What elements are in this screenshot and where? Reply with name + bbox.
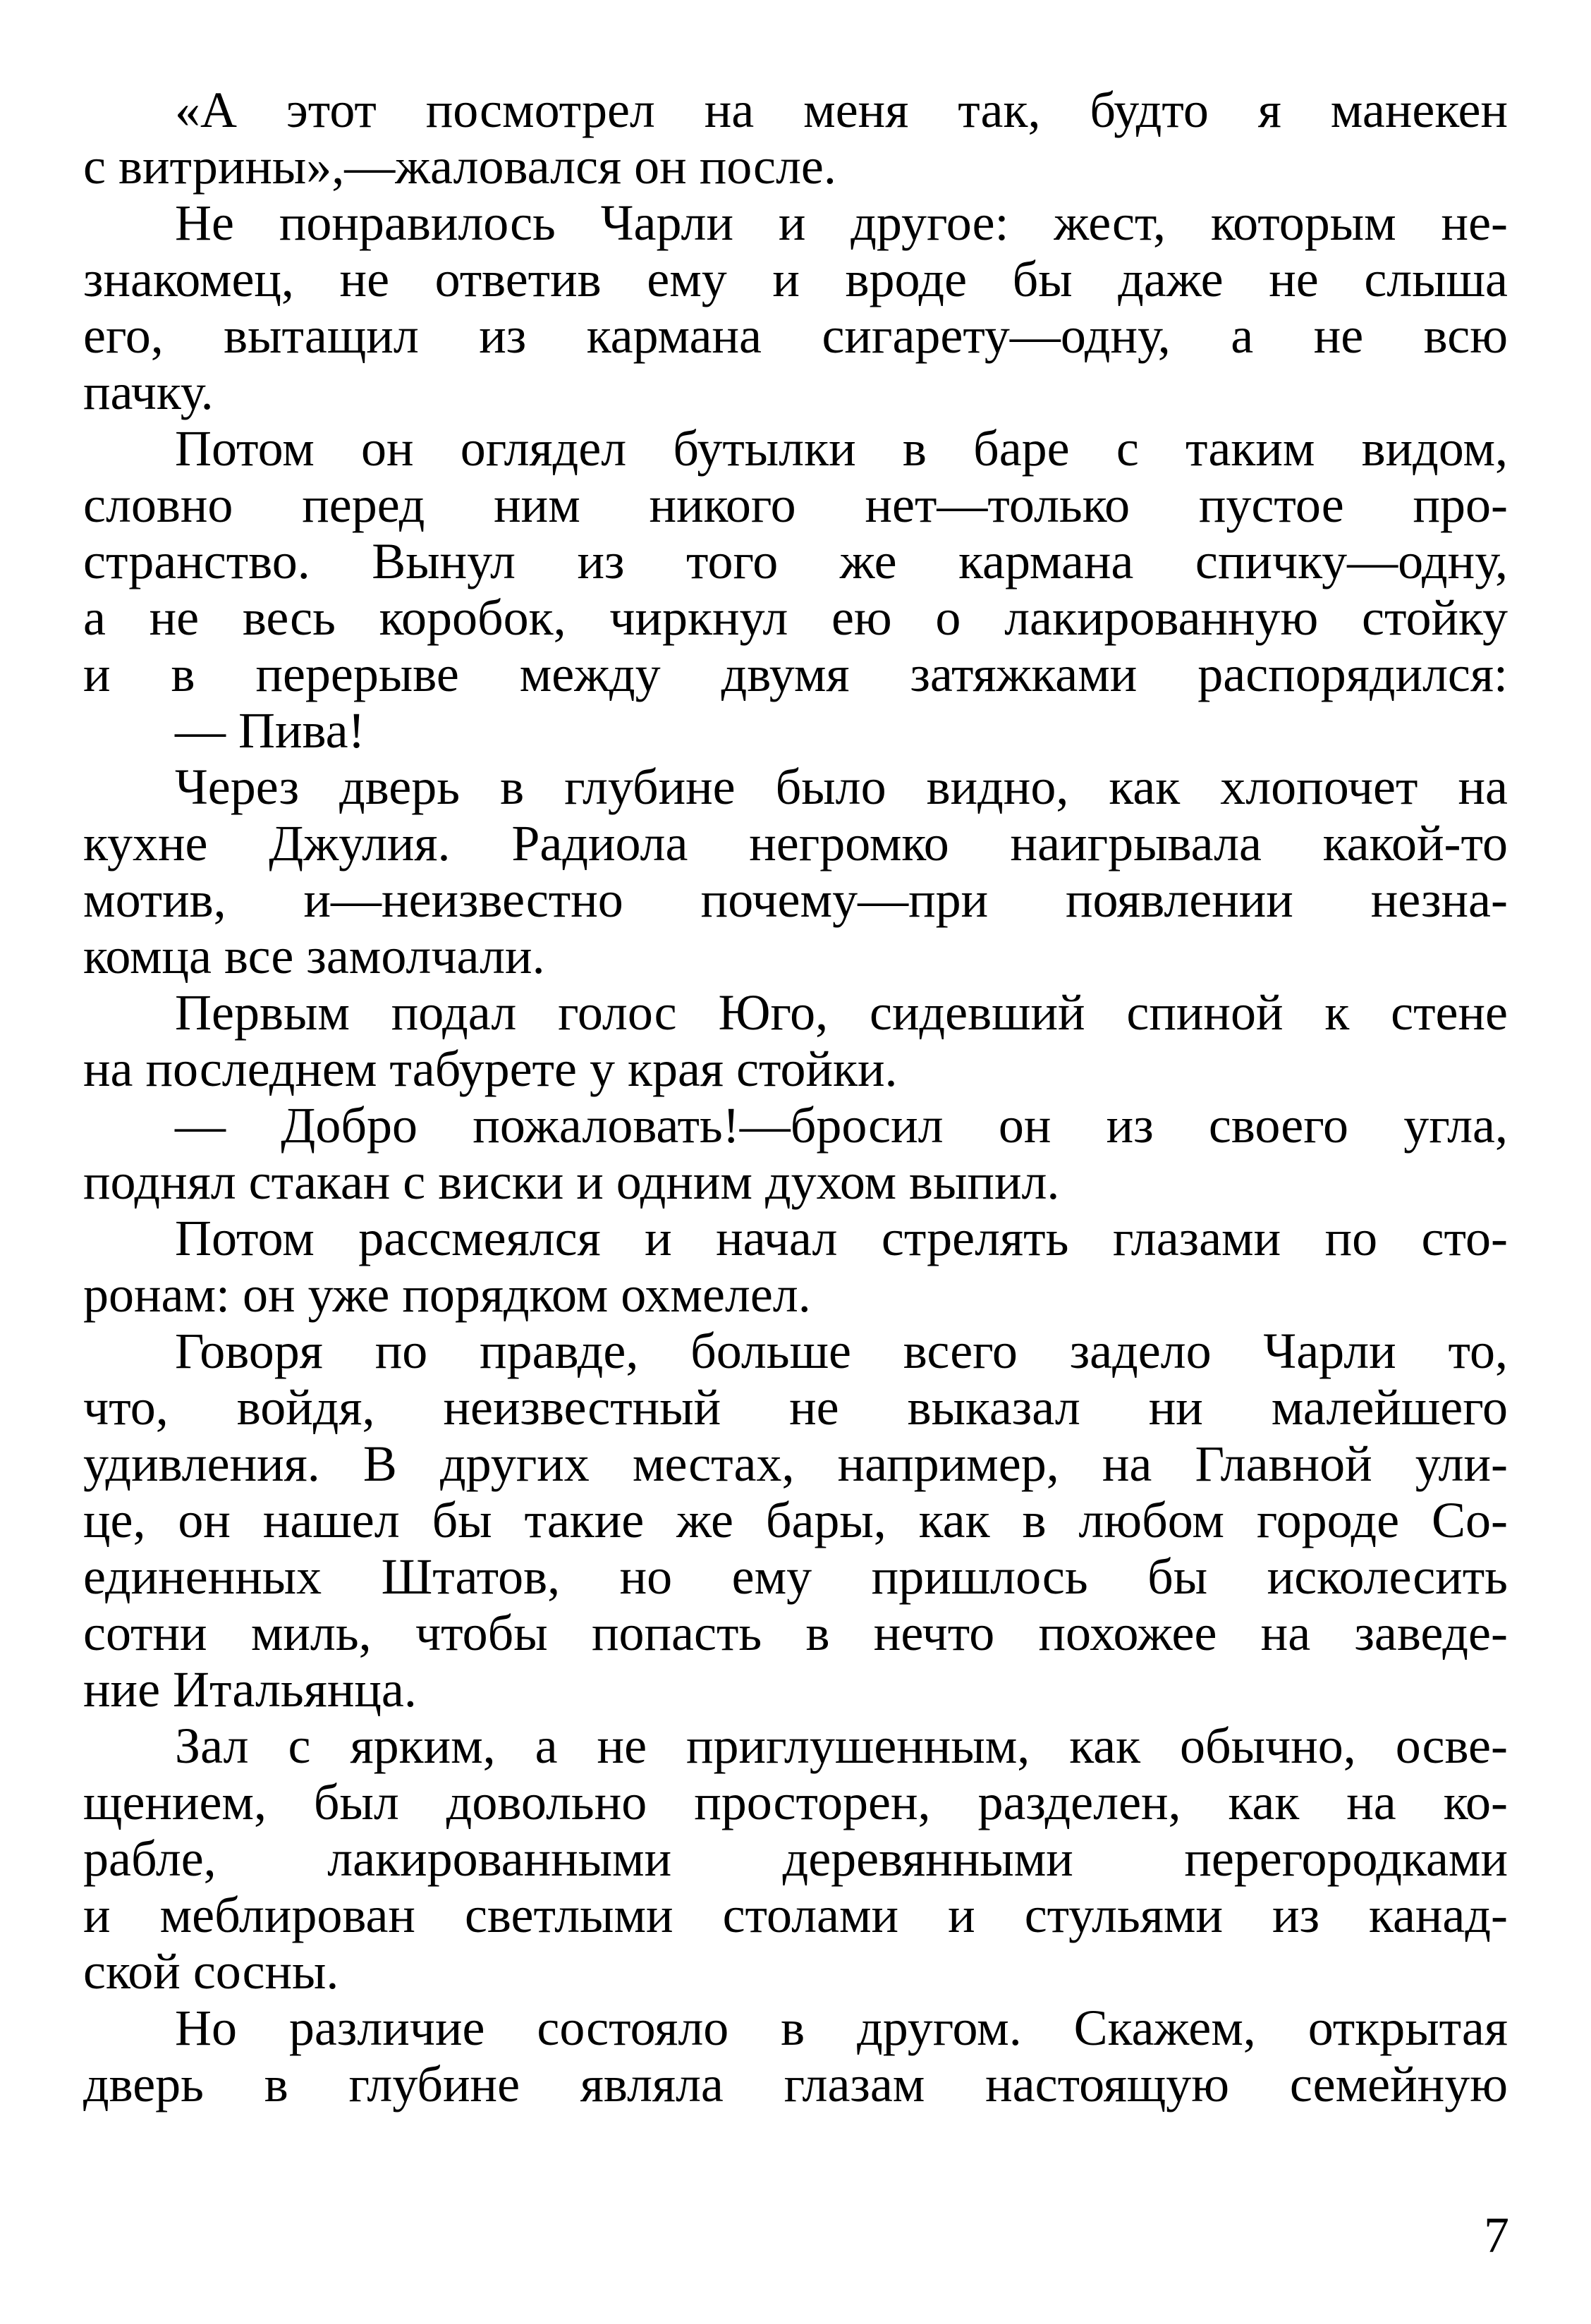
text-line: ронам: он уже порядком охмелел. [83, 1266, 811, 1323]
text-line: удивления. В других местах, например, на Главной ули- [83, 1436, 1508, 1492]
text-line: «А этот посмотрел на меня так, будто я манекен [175, 82, 1508, 138]
text-line: дверь в глубине являла глазам настоящую семейную [83, 2056, 1508, 2112]
text-line: и в перерыве между двумя затяжками распорядился: [83, 646, 1508, 702]
text-line: Потом рассмеялся и начал стрелять глазами по сто- [175, 1210, 1508, 1266]
text-line: а не весь коробок, чиркнул ею о лакированную стойку [83, 589, 1508, 646]
text-line: знакомец, не ответив ему и вроде бы даже не слыша [83, 251, 1508, 307]
text-line: на последнем табурете у края стойки. [83, 1041, 898, 1097]
text-line: це, он нашел бы такие же бары, как в любом городе Со- [83, 1492, 1508, 1548]
text-line: его, вытащил из кармана сигарету—одну, а не всю [83, 307, 1508, 364]
text-line: словно перед ним никого нет—только пустое про- [83, 477, 1508, 533]
text-line: мотив, и—неизвестно почему—при появлении незна- [83, 872, 1508, 928]
text-line: — Добро пожаловать!—бросил он из своего угла, [175, 1097, 1508, 1154]
text-line: щением, был довольно просторен, разделен, как на ко- [83, 1774, 1508, 1830]
text-line: Через дверь в глубине было видно, как хлопочет на [175, 759, 1508, 815]
text-line: кухне Джулия. Радиола негромко наигрывала какой-то [83, 815, 1508, 872]
page-number: 7 [1484, 2207, 1509, 2263]
text-line: Зал с ярким, а не приглушенным, как обычно, осве- [175, 1718, 1508, 1774]
text-line: Не понравилось Чарли и другое: жест, которым не- [175, 195, 1508, 251]
text-line: ние Итальянца. [83, 1661, 417, 1718]
text-line: что, войдя, неизвестный не выказал ни малейшего [83, 1379, 1508, 1436]
text-line: Потом он оглядел бутылки в баре с таким видом, [175, 420, 1508, 477]
text-line: комца все замолчали. [83, 928, 545, 984]
text-line: Но различие состояло в другом. Скажем, открытая [175, 2000, 1508, 2056]
text-line: Говоря по правде, больше всего задело Чарли то, [175, 1323, 1508, 1379]
text-line: пачку. [83, 364, 214, 420]
text-line: поднял стакан с виски и одним духом выпил. [83, 1154, 1060, 1210]
text-line: странство. Вынул из того же кармана спичку—одну, [83, 533, 1508, 589]
text-line: ской сосны. [83, 1943, 339, 2000]
text-line: с витрины»,—жаловался он после. [83, 138, 836, 195]
text-line: — Пива! [175, 702, 365, 759]
text-line: и меблирован светлыми столами и стульями из канад- [83, 1887, 1508, 1943]
text-line: единенных Штатов, но ему пришлось бы исколесить [83, 1548, 1508, 1605]
text-line: Первым подал голос Юго, сидевший спиной к стене [175, 984, 1508, 1041]
text-line: сотни миль, чтобы попасть в нечто похожее на заведе- [83, 1605, 1508, 1661]
text-line: рабле, лакированными деревянными перегородками [83, 1830, 1508, 1887]
